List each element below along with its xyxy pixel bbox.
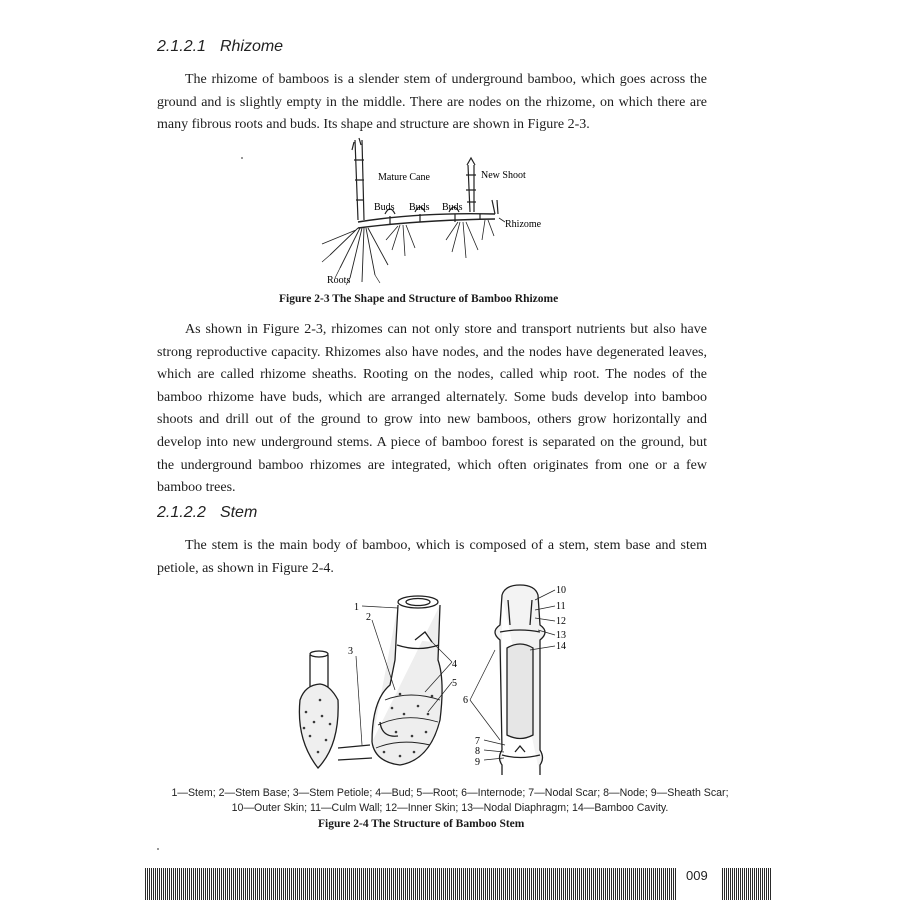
- callout-9: 9: [475, 757, 480, 768]
- page-number: 009: [686, 868, 708, 883]
- section-title: Rhizome: [219, 38, 284, 55]
- figure-2-3-caption: Figure 2-3 The Shape and Structure of Bamboo Rhizome: [279, 293, 559, 305]
- callout-12: 12: [556, 616, 566, 627]
- label-mature-cane: Mature Cane: [378, 172, 430, 183]
- callout-1: 1: [354, 602, 359, 613]
- callout-13: 13: [556, 630, 566, 641]
- callout-2: 2: [366, 612, 371, 623]
- callout-5: 5: [452, 678, 457, 689]
- figure-2-4-caption: Figure 2-4 The Structure of Bamboo Stem: [318, 818, 525, 830]
- label-buds-1: Buds: [374, 202, 395, 213]
- paragraph-rhizome-intro: The rhizome of bamboos is a slender stem of underground bamboo, which goes across the ground and is slightly empty in the middle. There are nodes on the rhizome, on which there are many fibrous roots and buds. Its shape and structure are shown in Figure 2-3.: [157, 72, 707, 133]
- footer-barcode-strip-right: [722, 868, 772, 900]
- section-title: Stem: [219, 504, 258, 521]
- figure-2-4-stem-diagram: [290, 580, 590, 780]
- legend-line-2: 10—Outer Skin; 11—Culm Wall; 12—Inner Skin; 13—Nodal Diaphragm; 14—Bamboo Cavity.: [231, 802, 669, 814]
- figure-2-4-legend: [120, 786, 780, 816]
- legend-line-1: 1—Stem; 2—Stem Base; 3—Stem Petiole; 4—Bud; 5—Root; 6—Internode; 7—Nodal Scar; 8—Node; 9—Sheath Scar;: [171, 787, 729, 799]
- callout-10: 10: [556, 585, 566, 596]
- footer-barcode-strip-left: [145, 868, 677, 900]
- callout-6: 6: [463, 695, 468, 706]
- label-buds-2: Buds: [409, 202, 430, 213]
- stem-drawing-right: [495, 585, 545, 775]
- callout-11: 11: [556, 601, 566, 612]
- callout-4: 4: [452, 659, 457, 670]
- figure-2-3-rhizome-diagram: [300, 135, 600, 290]
- section-heading-rhizome: [157, 38, 283, 56]
- label-buds-3: Buds: [442, 202, 463, 213]
- section-heading-stem: [157, 504, 257, 522]
- callout-14: 14: [556, 641, 566, 652]
- paragraph-stem-intro: The stem is the main body of bamboo, which is composed of a stem, stem base and stem petiole, as shown in Figure 2-4.: [157, 538, 707, 576]
- label-new-shoot: New Shoot: [481, 170, 526, 181]
- callout-7: 7: [475, 736, 480, 747]
- callout-3: 3: [348, 646, 353, 657]
- label-roots: Roots: [327, 275, 351, 286]
- scan-speck: [241, 157, 243, 159]
- paragraph-rhizome-details: As shown in Figure 2-3, rhizomes can not only store and transport nutrients but also have strong reproductive capacity. Rhizomes also have nodes, and the nodes have degenerated leaves, which are called rhizome sheaths. Rooting on the nodes, called whip root. The nodes of the bamboo rhizome have buds, which are arranged alternately. Some buds develop into bamboo shoots and drill out of the ground to grow into new bamboos, others grow horizontally and develop into new underground stems. A piece of bamboo forest is separated on the ground, but the underground bamboo rhizomes are integrated, which often originates from one or a few bamboo trees.: [157, 322, 707, 496]
- label-rhizome: Rhizome: [505, 219, 542, 230]
- section-number: 2.1.2.2: [157, 504, 206, 521]
- callout-8: 8: [475, 746, 480, 757]
- scan-speck: [157, 848, 159, 850]
- section-number: 2.1.2.1: [157, 38, 206, 55]
